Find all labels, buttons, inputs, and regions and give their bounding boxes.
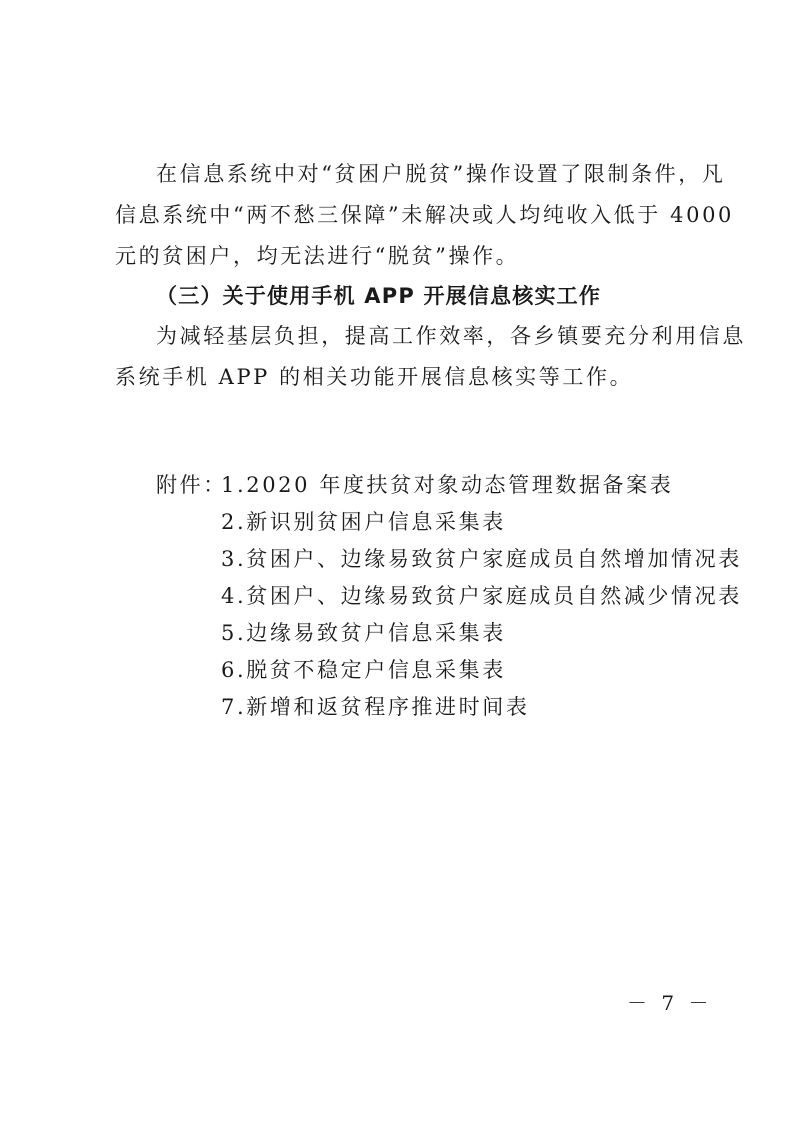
attachments-label: 附件： [156,473,227,497]
section-heading-3: （三）关于使用手机 APP 开展信息核实工作 [156,284,602,308]
paragraph1-line1: 在信息系统中对“贫困户脱贫”操作设置了限制条件，凡 [156,162,726,186]
attachment-item-2: 2.新识别贫困户信息采集表 [221,510,506,534]
paragraph2-line1: 为减轻基层负担，提高工作效率，各乡镇要充分利用信息 [156,324,746,348]
attachment-item-6: 6.脱贫不稳定户信息采集表 [221,658,506,682]
page-number: － 7 － [627,991,713,1015]
attachment-item-1: 1.2020 年度扶贫对象动态管理数据备案表 [221,473,674,497]
attachment-item-3: 3.贫困户、边缘易致贫户家庭成员自然增加情况表 [221,547,742,571]
attachment-item-4: 4.贫困户、边缘易致贫户家庭成员自然减少情况表 [221,584,742,608]
paragraph1-line2: 信息系统中“两不愁三保障”未解决或人均纯收入低于 4000 [115,203,734,227]
attachment-item-5: 5.边缘易致贫户信息采集表 [221,621,506,645]
paragraph2-line2: 系统手机 APP 的相关功能开展信息核实等工作。 [115,365,634,389]
attachment-item-7: 7.新增和返贫程序推进时间表 [221,695,530,719]
paragraph1-line3: 元的贫困户，均无法进行“脱贫”操作。 [115,244,520,268]
